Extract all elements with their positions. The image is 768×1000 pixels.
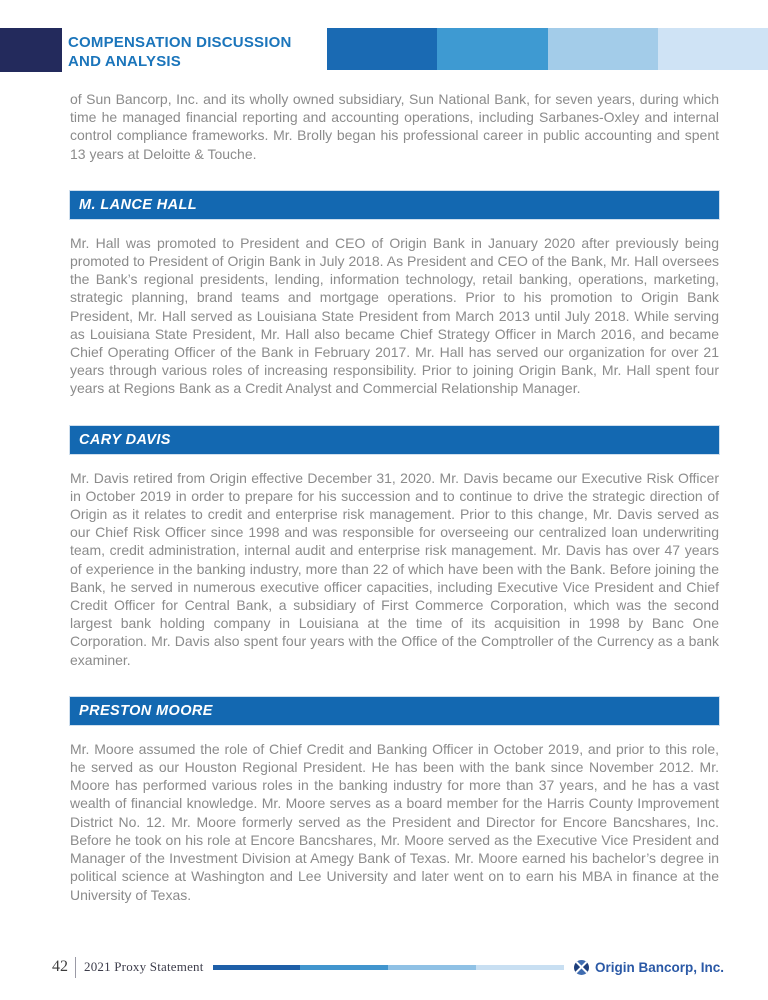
section-heading-preston-moore: PRESTON MOORE xyxy=(70,697,719,725)
company-name: Origin Bancorp, Inc. xyxy=(594,959,724,975)
page-title-line1: COMPENSATION DISCUSSION xyxy=(68,34,292,51)
document-title: 2021 Proxy Statement xyxy=(84,959,204,974)
intro-paragraph: of Sun Bancorp, Inc. and its wholly owned subsidiary, Sun National Bank, for seven years, during which time he managed financial reporting and accounting operations, including Sarbanes-Oxley and internal control compliance frameworks. Mr. Brolly began his professional career in public accounting and spent 13 years at Deloitte & Touche. xyxy=(70,91,719,162)
header-navy-block xyxy=(0,28,62,72)
page-title-line2: AND ANALYSIS xyxy=(68,53,181,70)
header-gradient-bar xyxy=(327,28,768,70)
footer-gradient-bar xyxy=(213,965,564,970)
header-bar-segment xyxy=(437,28,547,70)
footer-bar-segment xyxy=(213,965,301,970)
page-footer xyxy=(52,954,724,980)
origin-bancorp-logo-icon xyxy=(574,960,589,975)
footer-bar-segment xyxy=(388,965,476,970)
section-paragraph-preston-moore: Mr. Moore assumed the role of Chief Credit and Banking Officer in October 2019, and prior to this role, he served as our Houston Regional President. He has been with the bank since November 2012. Mr. Moore has performed various roles in the banking industry for more than 37 years, and he has a vast wealth of financial knowledge. Mr. Moore serves as a board member for the Harris County Improvement District No. 12. Mr. Moore formerly served as the President and Director for Encore Bancshares, Inc. Before he took on his role at Encore Bancshares, Mr. Moore served as the Executive Vice President and Manager of the Investment Division at Amegy Bank of Texas. Mr. Moore earned his bachelor’s degree in political science at Washington and Lee University and later went on to earn his MBA in finance at the University of Texas. xyxy=(70,740,719,903)
page-title xyxy=(68,33,318,71)
section-paragraph-cary-davis: Mr. Davis retired from Origin effective December 31, 2020. Mr. Davis became our Executive Risk Officer in October 2019 in order to prepare for his succession and to continue to drive the strategic direction of Origin as it relates to credit and enterprise risk management. Prior to this change, Mr. Davis served as our Chief Risk Officer since 1998 and was responsible for overseeing our centralized loan underwriting team, credit administration, internal audit and enterprise risk management. Mr. Davis has over 47 years of experience in the banking industry, more than 22 of which have been with the Bank. Before joining the Bank, he served in numerous executive officer capacities, including Executive Vice President and Chief Credit Officer for Central Bank, a subsidiary of First Commerce Corporation, which was the second largest bank holding company in Louisiana at the time of its acquisition in 1998 by Banc One Corporation. Mr. Davis also spent four years with the Office of the Comptroller of the Currency as a bank examiner. xyxy=(70,469,719,668)
main-content xyxy=(70,90,719,904)
page-number: 42 xyxy=(52,958,68,975)
footer-divider xyxy=(75,957,76,978)
section-paragraph-m-lance-hall: Mr. Hall was promoted to President and CEO of Origin Bank in January 2020 after previously being promoted to President of Origin Bank in July 2018. As President and CEO of the Bank, Mr. Hall oversees the Bank’s regional presidents, lending, information technology, retail banking, operations, marketing, strategic planning, brand teams and mortgage operations. Prior to his promotion to Origin Bank President, Mr. Hall served as Louisiana State President from March 2013 until July 2018. While serving as Louisiana State President, Mr. Hall also became Chief Strategy Officer in March 2016, and became Chief Operating Officer of the Bank in February 2017. Mr. Hall has served our organization for over 21 years through various roles of increasing responsibility. Prior to joining Origin Bank, Mr. Hall spent four years at Regions Bank as a Credit Analyst and Commercial Relationship Manager. xyxy=(70,234,719,397)
section-heading-m-lance-hall: M. LANCE HALL xyxy=(70,191,719,219)
footer-bar-segment xyxy=(476,965,564,970)
header-bar-segment xyxy=(658,28,768,70)
footer-bar-segment xyxy=(300,965,388,970)
header-bar-segment xyxy=(327,28,437,70)
section-heading-cary-davis: CARY DAVIS xyxy=(70,426,719,454)
header-bar-segment xyxy=(548,28,658,70)
